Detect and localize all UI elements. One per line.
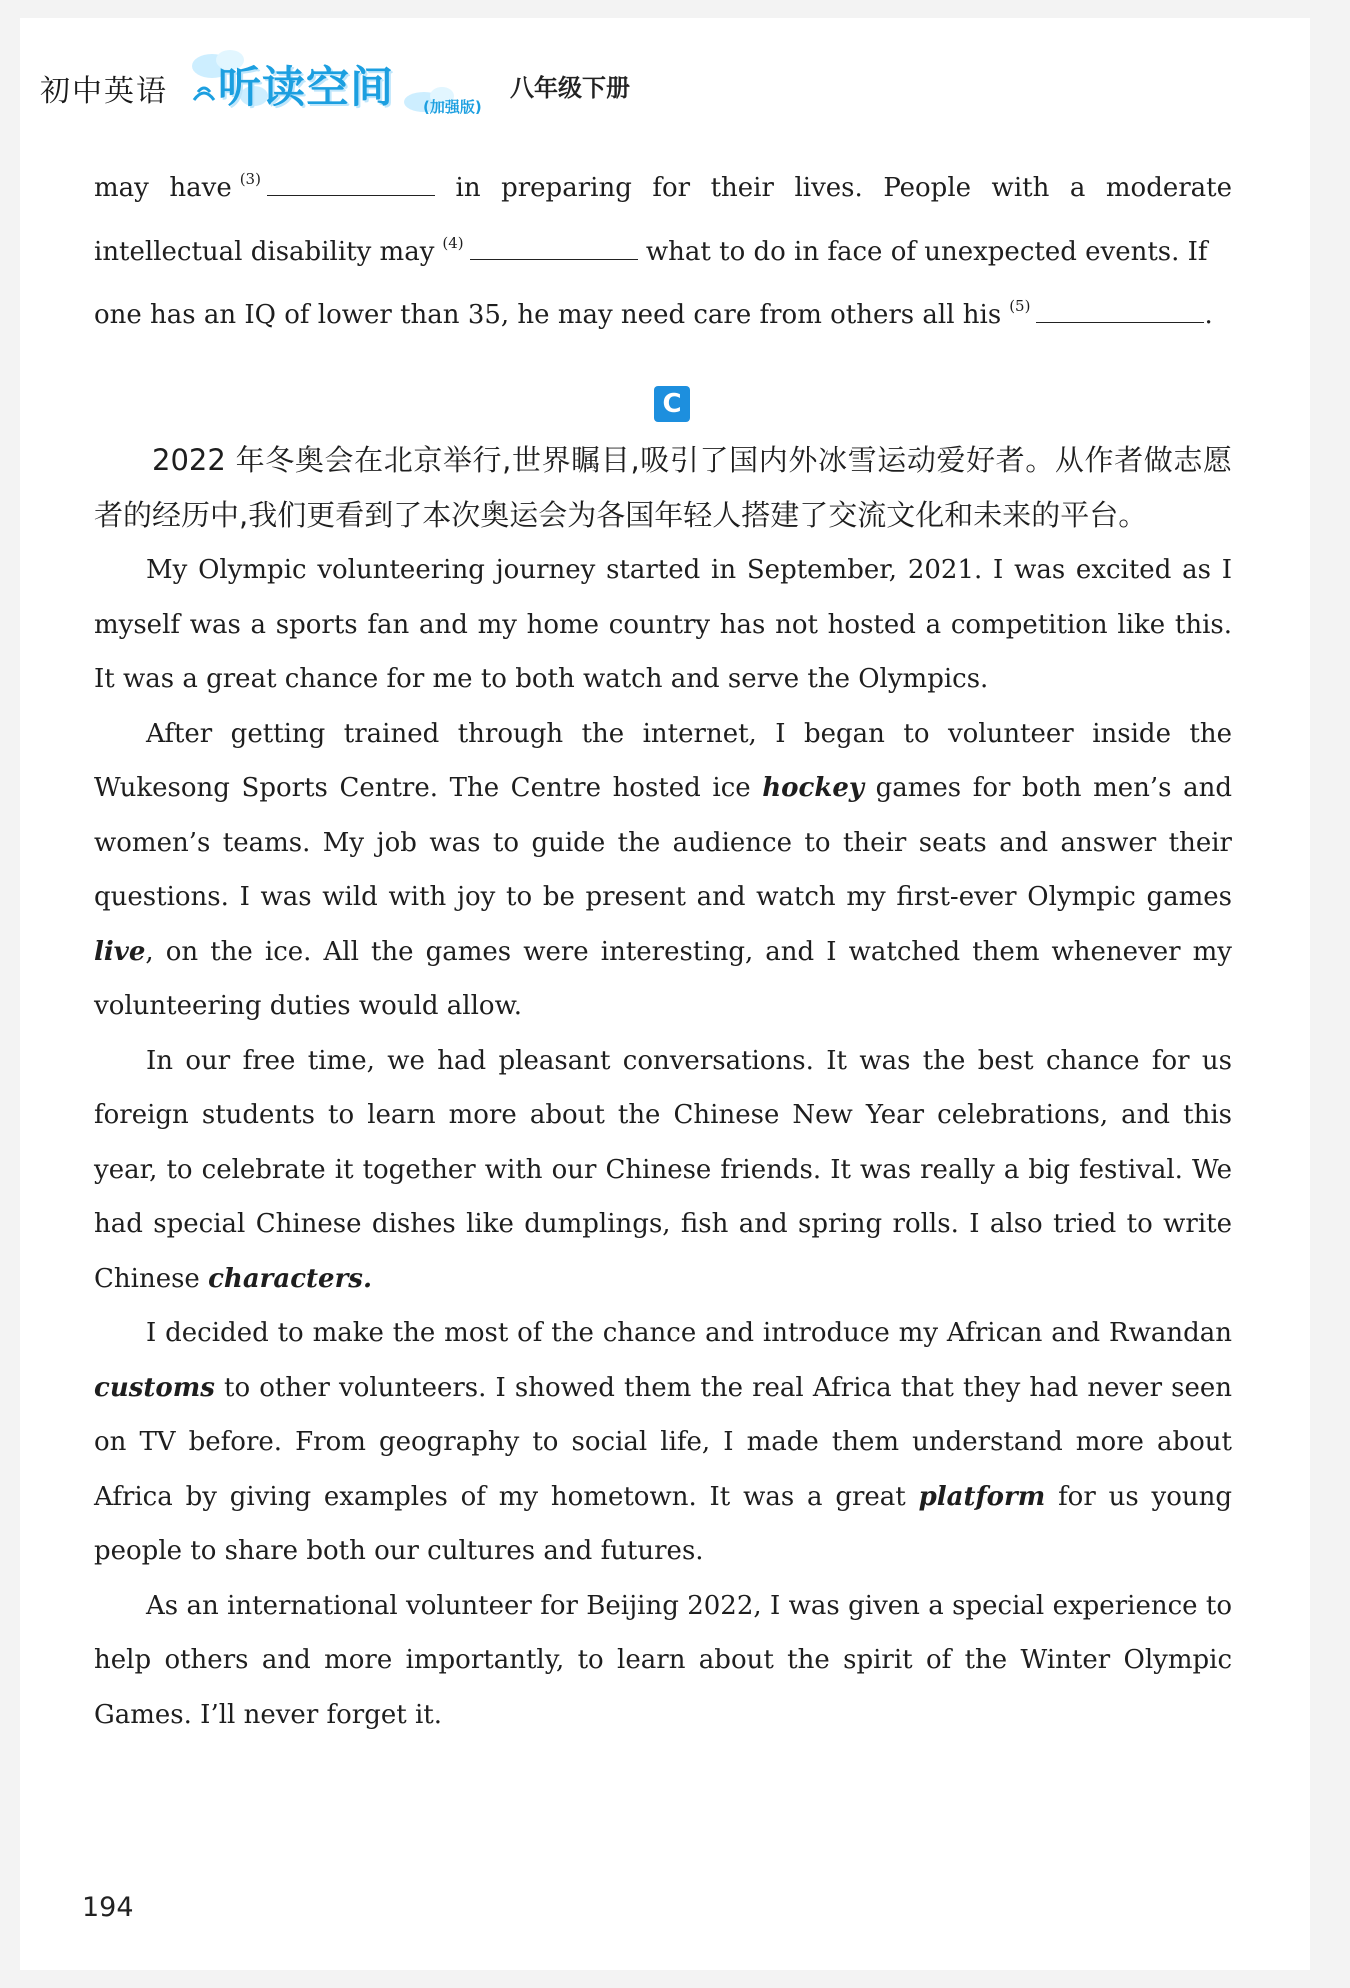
paragraph-3: In our free time, we had pleasant conversations. It was the best chance for us foreign students to learn more about the Chinese New Year celebrations, and this year, to celebrate it together with our Chinese friends. It was really a big festival. We had special Chinese dishes like dumplings, fish and spring rolls. I also tried to write Chinese characters. bbox=[94, 1045, 1232, 1294]
blank-number: (3) bbox=[239, 170, 261, 188]
answer-blank-3[interactable] bbox=[267, 175, 435, 196]
cloze-passage-end bbox=[94, 152, 1232, 343]
keyword-live: live bbox=[94, 936, 146, 967]
keyword-hockey: hockey bbox=[762, 773, 865, 803]
logo-title: 听读空间 bbox=[218, 63, 394, 113]
edition-label: (加强版) bbox=[423, 98, 482, 116]
series-title: 初中英语 bbox=[40, 74, 168, 109]
keyword-platform: platform bbox=[918, 1481, 1046, 1512]
paragraph-2: After getting trained through the internet, I began to volunteer inside the Wukesong Sports Centre. The Centre hosted ice hockey games for both men’s and women’s teams. My job was to guide the audience to their seats and answer their questions. I was wild with joy to be present and watch my first-ever Olympic games live, on the ice. All the games were interesting, and I watched them whenever my volunteering duties would allow. bbox=[94, 718, 1233, 1021]
grade-label: 八年级下册 bbox=[510, 74, 630, 102]
reading-passage-c bbox=[94, 433, 1232, 1742]
section-c-badge: C bbox=[654, 386, 690, 422]
page-number: 194 bbox=[82, 1892, 134, 1923]
keyword-customs: customs bbox=[94, 1372, 215, 1403]
paragraph-1: My Olympic volunteering journey started in September, 2021. I was excited as I myself was a sports fan and my home country has not hosted a competition like this. It was a great chance for me to both watch and serve the Olympics. bbox=[94, 555, 1232, 694]
answer-blank-4[interactable] bbox=[470, 239, 638, 260]
cloze-line: one has an IQ of lower than 35, he may need care from others all his $^{(5)}$ . bbox=[94, 297, 1213, 330]
keyword-characters: characters. bbox=[208, 1263, 372, 1294]
blank-number: (4) bbox=[442, 233, 464, 252]
blank-number: (5) bbox=[1009, 297, 1031, 315]
paragraph-5: As an international volunteer for Beijing 2022, I was given a special experience to help others and more importantly, to learn about the spirit of the Winter Olympic Games. I’ll never forget it. bbox=[94, 1590, 1232, 1730]
paragraph-4: I decided to make the most of the chance and introduce my African and Rwandan customs to other volunteers. I showed them the real Africa that they had never seen on TV before. From geography to social life, I made them understand more about Africa by giving examples of my hometown. It was a great platform for us young people to share both our cultures and futures. bbox=[94, 1318, 1232, 1566]
book-header bbox=[40, 44, 740, 124]
answer-blank-5[interactable] bbox=[1036, 302, 1204, 323]
chinese-intro: 2022 年冬奥会在北京举行,世界瞩目,吸引了国内外冰雪运动爱好者。从作者做志愿者的经历中,我们更看到了本次奥运会为各国年轻人搭建了交流文化和未来的平台。 bbox=[94, 443, 1232, 532]
cloze-line: may have $^{(3)}$ in preparing for their lives. People with a moderate intellectual disability may $^{(4)}$ what to do in face of unexpected events. If bbox=[94, 170, 1232, 267]
